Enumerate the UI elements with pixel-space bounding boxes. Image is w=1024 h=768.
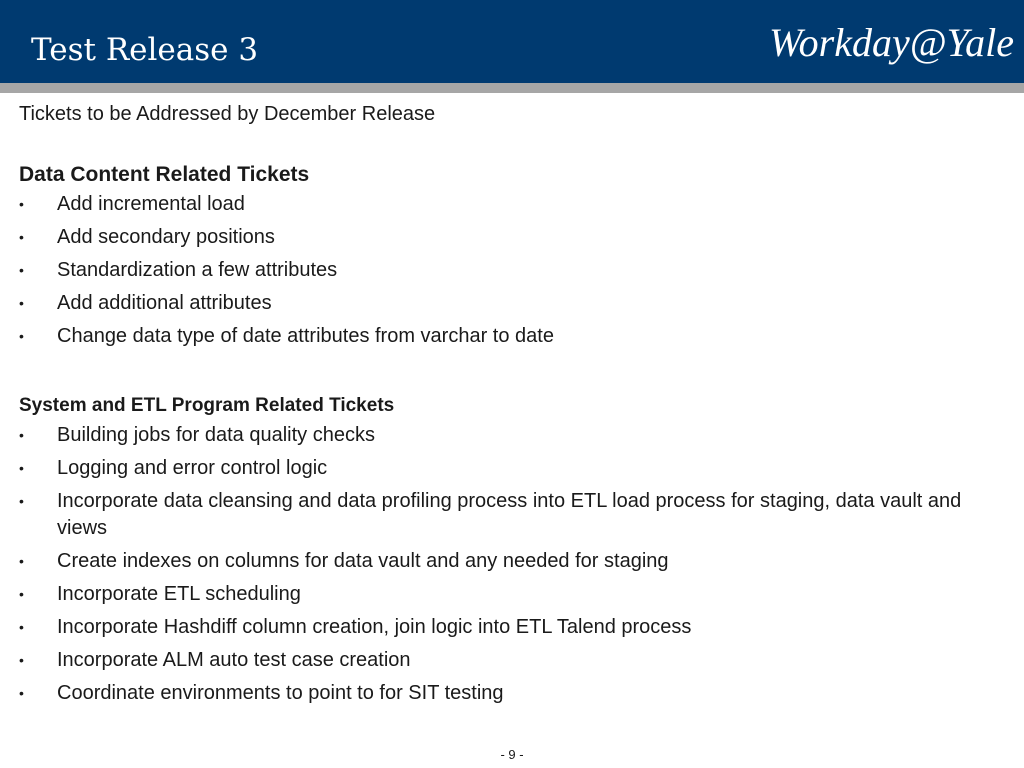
list-item-text: Logging and error control logic <box>57 457 328 479</box>
list-item-text: Incorporate ETL scheduling <box>57 583 301 605</box>
bullet-icon: • <box>19 553 24 569</box>
list-item <box>19 455 1009 482</box>
list-item <box>19 290 1009 317</box>
slide-title: Test Release 3 <box>31 32 259 68</box>
list-item-text: Add secondary positions <box>57 226 275 248</box>
section-heading-system-etl: System and ETL Program Related Tickets <box>19 395 395 416</box>
list-item-text: Standardization a few attributes <box>57 259 338 281</box>
list-item <box>19 614 1009 641</box>
list-item <box>19 323 1009 350</box>
list-item-text: Add incremental load <box>57 193 245 215</box>
spacer <box>19 131 1009 158</box>
bullet-icon: • <box>19 262 24 278</box>
bullet-icon: • <box>19 493 24 509</box>
slide-content <box>19 98 1009 713</box>
list-item <box>19 257 1009 284</box>
list-item <box>19 647 1009 674</box>
bullet-icon: • <box>19 229 24 245</box>
list-item <box>19 680 1009 707</box>
brand-logo-text: Workday@Yale <box>769 20 1014 65</box>
section-heading-data-content: Data Content Related Tickets <box>19 163 310 186</box>
list-item-text: Change data type of date attributes from varchar to date <box>57 325 554 347</box>
bullet-icon: • <box>19 586 24 602</box>
list-item-text: Add additional attributes <box>57 292 272 314</box>
list-item-text: Incorporate data cleansing and data profiling process into ETL load process for staging, data vault and views <box>57 490 962 539</box>
data-content-ticket-list <box>19 191 1009 350</box>
bullet-icon: • <box>19 196 24 212</box>
bullet-icon: • <box>19 460 24 476</box>
bullet-icon: • <box>19 295 24 311</box>
bullet-icon: • <box>19 619 24 635</box>
list-item-text: Create indexes on columns for data vault and any needed for staging <box>57 550 669 572</box>
list-item <box>19 191 1009 218</box>
page-number: - 9 - <box>500 747 524 762</box>
list-item <box>19 224 1009 251</box>
list-item-text: Incorporate ALM auto test case creation <box>57 649 411 671</box>
header-bar <box>0 0 1024 83</box>
list-item <box>19 581 1009 608</box>
slide-subtitle: Tickets to be Addressed by December Release <box>19 103 436 125</box>
list-item-text: Coordinate environments to point to for SIT testing <box>57 682 504 704</box>
list-item-text: Incorporate Hashdiff column creation, join logic into ETL Talend process <box>57 616 692 638</box>
list-item <box>19 488 1009 542</box>
list-item-text: Building jobs for data quality checks <box>57 424 375 446</box>
list-item <box>19 548 1009 575</box>
system-etl-ticket-list <box>19 422 1009 707</box>
list-item <box>19 422 1009 449</box>
bullet-icon: • <box>19 328 24 344</box>
bullet-icon: • <box>19 427 24 443</box>
bullet-icon: • <box>19 685 24 701</box>
bullet-icon: • <box>19 652 24 668</box>
spacer <box>19 356 1009 389</box>
header-divider <box>0 83 1024 93</box>
